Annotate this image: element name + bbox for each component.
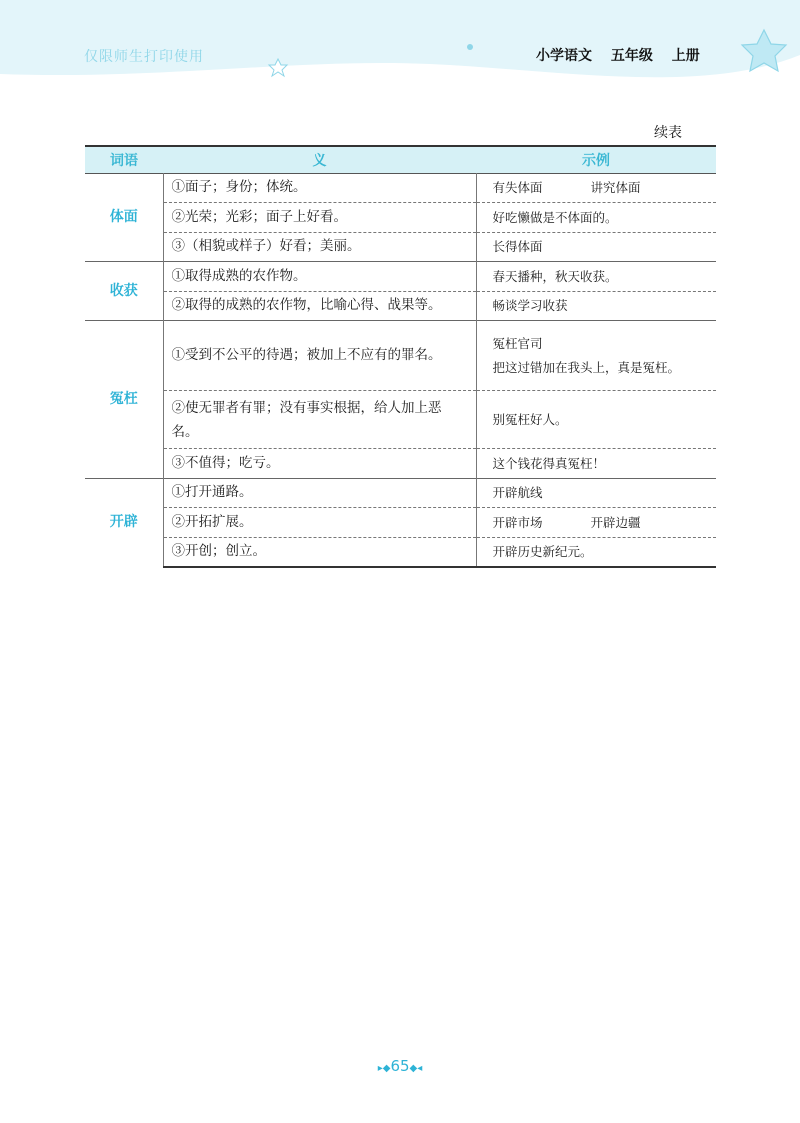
book-title — [536, 45, 700, 65]
word-cell: 冤枉 — [85, 321, 163, 479]
table-row — [85, 478, 716, 508]
meaning-cell: ①面子；身份；体统。 — [163, 173, 476, 203]
meaning-cell: ③开创；创立。 — [163, 537, 476, 567]
example-text: 讲究体面 — [590, 180, 641, 196]
page-number-text: 65 — [390, 1057, 410, 1075]
meaning-cell: ③不值得；吃亏。 — [163, 449, 476, 479]
meaning-cell: ③（相貌或样子）好看；美丽。 — [163, 232, 476, 262]
table-row — [85, 391, 716, 449]
table-row — [85, 262, 716, 292]
word-cell: 体面 — [109, 208, 138, 225]
word-cell: 开辟 — [85, 478, 163, 567]
example-cell: 好吃懒做是不体面的。 — [476, 203, 716, 233]
header-meaning: 义 — [312, 152, 327, 169]
left-ornament-icon: ▸◆ — [377, 1063, 391, 1074]
subject-label: 小学语文 — [536, 48, 592, 64]
table-row — [85, 508, 716, 538]
example-cell: 春天播种，秋天收获。 — [476, 262, 716, 292]
page-number — [372, 1057, 428, 1075]
volume-label: 上册 — [671, 48, 700, 64]
table-row — [85, 321, 716, 391]
table-header-row — [85, 146, 716, 173]
watermark-text: 仅限师生打印使用 — [84, 49, 204, 65]
example-cell — [476, 508, 716, 538]
meaning-cell: ①受到不公平的待遇；被加上不应有的罪名。 — [163, 321, 476, 391]
header-example: 示例 — [582, 152, 610, 169]
example-cell: 畅谈学习收获 — [476, 291, 716, 321]
example-cell: 开辟历史新纪元。 — [476, 537, 716, 567]
example-text: 开辟边疆 — [590, 514, 641, 530]
vocabulary-table — [85, 145, 716, 568]
table-row — [85, 173, 716, 203]
example-text: 把这过错加在我头上，真是冤枉。 — [492, 359, 681, 375]
meaning-cell: ②取得的成熟的农作物，比喻心得、战果等。 — [163, 291, 476, 321]
table-row — [85, 232, 716, 262]
example-text: 有失体面 — [492, 180, 543, 196]
table-row — [85, 203, 716, 233]
right-ornament-icon: ◆◂ — [409, 1063, 423, 1074]
bubble-icon — [467, 44, 473, 50]
meaning-cell: ②使无罪者有罪；没有事实根据，给人加上恶名。 — [163, 391, 476, 449]
word-cell: 收获 — [85, 262, 163, 321]
meaning-cell: ①取得成熟的农作物。 — [163, 262, 476, 292]
example-cell — [476, 173, 716, 203]
table-row — [85, 449, 716, 479]
table-row — [85, 291, 716, 321]
continued-label: 续表 — [654, 125, 682, 141]
example-cell: 长得体面 — [476, 232, 716, 262]
example-cell: 开辟航线 — [476, 478, 716, 508]
meaning-cell: ②开拓扩展。 — [163, 508, 476, 538]
example-cell: 别冤枉好人。 — [476, 391, 716, 449]
meaning-cell: ①打开通路。 — [163, 478, 476, 508]
meaning-cell: ②光荣；光彩；面子上好看。 — [163, 203, 476, 233]
example-text: 开辟市场 — [492, 514, 543, 530]
grade-label: 五年级 — [610, 48, 653, 64]
header-word: 词语 — [110, 152, 138, 169]
example-text: 冤枉官司 — [492, 335, 543, 351]
example-cell — [476, 321, 716, 391]
example-cell: 这个钱花得真冤枉！ — [476, 449, 716, 479]
table-row — [85, 537, 716, 567]
